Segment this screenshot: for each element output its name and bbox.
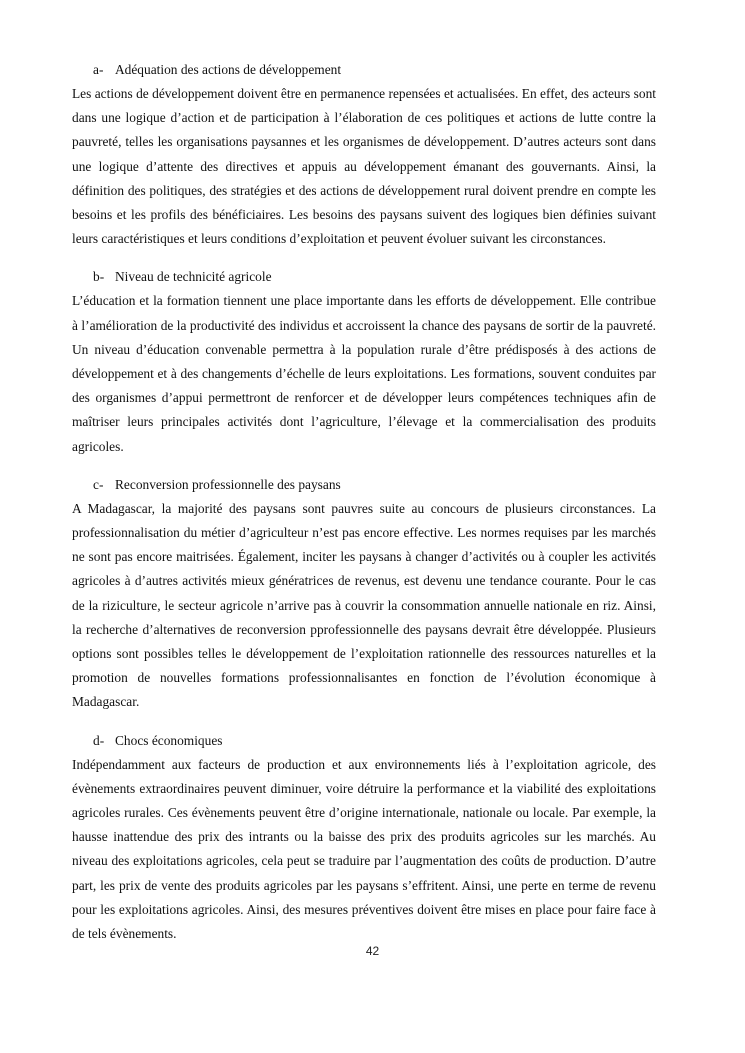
section-reconversion — [72, 473, 656, 715]
section-paragraph: A Madagascar, la majorité des paysans sont pauvres suite au concours de plusieurs circonstances. La professionnalisation du métier d’agriculteur n’est pas encore effective. Les normes requises par les marchés ne sont pas encore maitrisées. Également, inciter les paysans à changer d’activités ou à coupler les activités agricoles à d’autres activités mieux génératrices de revenus, est devenu une tendance courante. Pour le cas de la riziculture, le secteur agricole n’arrive pas à couvrir la consommation annuelle nationale en riz. Ainsi, la recherche d’alternatives de reconversion pprofessionnelle des paysans devrait être développée. Plusieurs options sont possibles telles le développement de l’exploitation rationnelle des ressources naturelles et la promotion de nouvelles formations professionnalisantes en fonction de l’évolution économique à Madagascar. — [72, 500, 656, 710]
section-chocs — [72, 729, 656, 947]
section-paragraph: Les actions de développement doivent être en permanence repensées et actualisées. En effet, des acteurs sont dans une logique d’action et de participation à l’élaboration de ces politiques et actions de lutte contre la pauvreté, telles les organisations paysannes et les organismes de développement. D’autres acteurs sont dans une logique d’attente des directives et appuis au développement émanant des gouvernants. Ainsi, la définition des politiques, des stratégies et des actions de développement rural doivent prendre en compte les besoins et les profils des bénéficiaires. Les besoins des paysans suivent des logiques bien définies suivant leurs caractéristiques et leurs conditions d’exploitation et peuvent évoluer suivant les circonstances. — [72, 86, 656, 247]
section-heading — [72, 473, 656, 497]
section-title: Reconversion professionnelle des paysans — [115, 476, 341, 492]
section-heading — [72, 265, 656, 289]
section-letter: d- — [93, 732, 105, 748]
section-letter: a- — [93, 62, 104, 77]
section-title: Adéquation des actions de développement — [115, 62, 342, 77]
section-heading — [72, 729, 656, 753]
section-heading — [72, 58, 656, 82]
section-letter: b- — [93, 269, 105, 285]
document-page — [72, 58, 656, 960]
section-title: Chocs économiques — [115, 732, 223, 748]
section-letter: c- — [93, 476, 104, 492]
page-number: 42 — [365, 944, 380, 958]
section-technicite — [72, 265, 656, 458]
section-paragraph: L’éducation et la formation tiennent une place importante dans les efforts de développement. Elle contribue à l’amélioration de la productivité des individus et accroissent la chance des paysans de sortir de la pauvreté. Un niveau d’éducation convenable permettra à la population rurale d’être prédisposés à des actions de développement et à des changements d’échelle de leurs exploitations. Les formations, souvent conduites par des organismes d’appui permettront de renforcer et de développer leurs compétences techniques afin de maîtriser leurs principales activités dont l’agriculture, l’élevage et la commercialisation des produits agricoles. — [72, 293, 656, 454]
section-adequation — [72, 58, 656, 251]
section-title: Niveau de technicité agricole — [115, 269, 272, 285]
section-paragraph: Indépendamment aux facteurs de production et aux environnements liés à l’exploitation agricole, des évènements extraordinaires peuvent diminuer, voire détruire la performance et la viabilité des exploitations agricoles rurales. Ces évènements peuvent être d’origine internationale, nationale ou locale. Par exemple, la hausse inattendue des prix des intrants ou la baisse des prix des produits agricoles sur les marchés. Au niveau des exploitations agricoles, cela peut se traduire par l’augmentation des coûts de production. D’autre part, les prix de vente des produits agricoles par les paysans s’effritent. Ainsi, une perte en terme de revenu pour les exploitations agricoles. Ainsi, des mesures préventives doivent être mises en place pour faire face à de tels évènements. — [72, 756, 656, 942]
